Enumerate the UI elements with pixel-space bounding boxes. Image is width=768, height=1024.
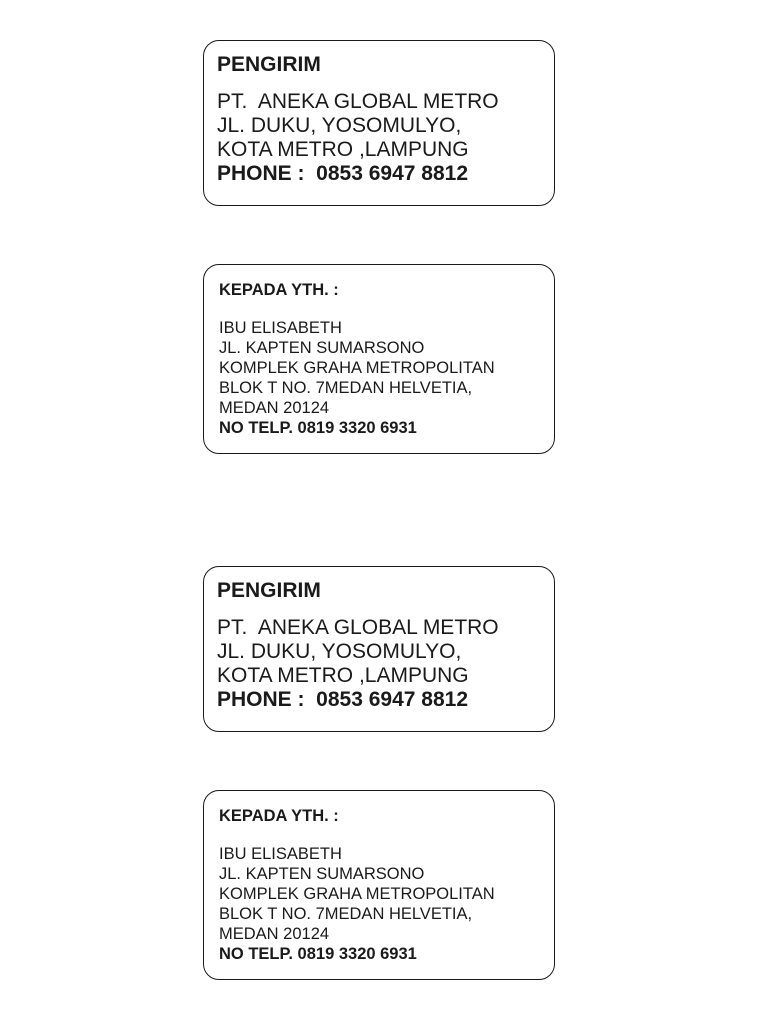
sender-title: PENGIRIM (217, 579, 321, 602)
sender-city: KOTA METRO ,LAMPUNG (217, 138, 469, 161)
recipient-street: JL. KAPTEN SUMARSONO (219, 339, 425, 357)
recipient-phone: NO TELP. 0819 3320 6931 (219, 419, 417, 437)
sender-street: JL. DUKU, YOSOMULYO, (217, 640, 462, 663)
recipient-complex: KOMPLEK GRAHA METROPOLITAN (219, 885, 495, 903)
recipient-block: BLOK T NO. 7MEDAN HELVETIA, (219, 905, 473, 923)
recipient-name: IBU ELISABETH (219, 319, 342, 337)
recipient-city: MEDAN 20124 (219, 925, 330, 943)
sender-company: PT. ANEKA GLOBAL METRO (217, 616, 499, 639)
recipient-complex: KOMPLEK GRAHA METROPOLITAN (219, 359, 495, 377)
recipient-street: JL. KAPTEN SUMARSONO (219, 865, 425, 883)
recipient-phone: NO TELP. 0819 3320 6931 (219, 945, 417, 963)
sender-label-1 (203, 40, 555, 206)
sender-street: JL. DUKU, YOSOMULYO, (217, 114, 462, 137)
sender-title: PENGIRIM (217, 53, 321, 76)
recipient-name: IBU ELISABETH (219, 845, 342, 863)
recipient-label-2 (203, 790, 555, 980)
recipient-block: BLOK T NO. 7MEDAN HELVETIA, (219, 379, 473, 397)
sender-city: KOTA METRO ,LAMPUNG (217, 664, 469, 687)
sender-label-2 (203, 566, 555, 732)
recipient-title: KEPADA YTH. : (219, 281, 339, 299)
sender-phone: PHONE : 0853 6947 8812 (217, 162, 468, 185)
recipient-label-1 (203, 264, 555, 454)
sender-phone: PHONE : 0853 6947 8812 (217, 688, 468, 711)
sender-company: PT. ANEKA GLOBAL METRO (217, 90, 499, 113)
recipient-title: KEPADA YTH. : (219, 807, 339, 825)
recipient-city: MEDAN 20124 (219, 399, 330, 417)
